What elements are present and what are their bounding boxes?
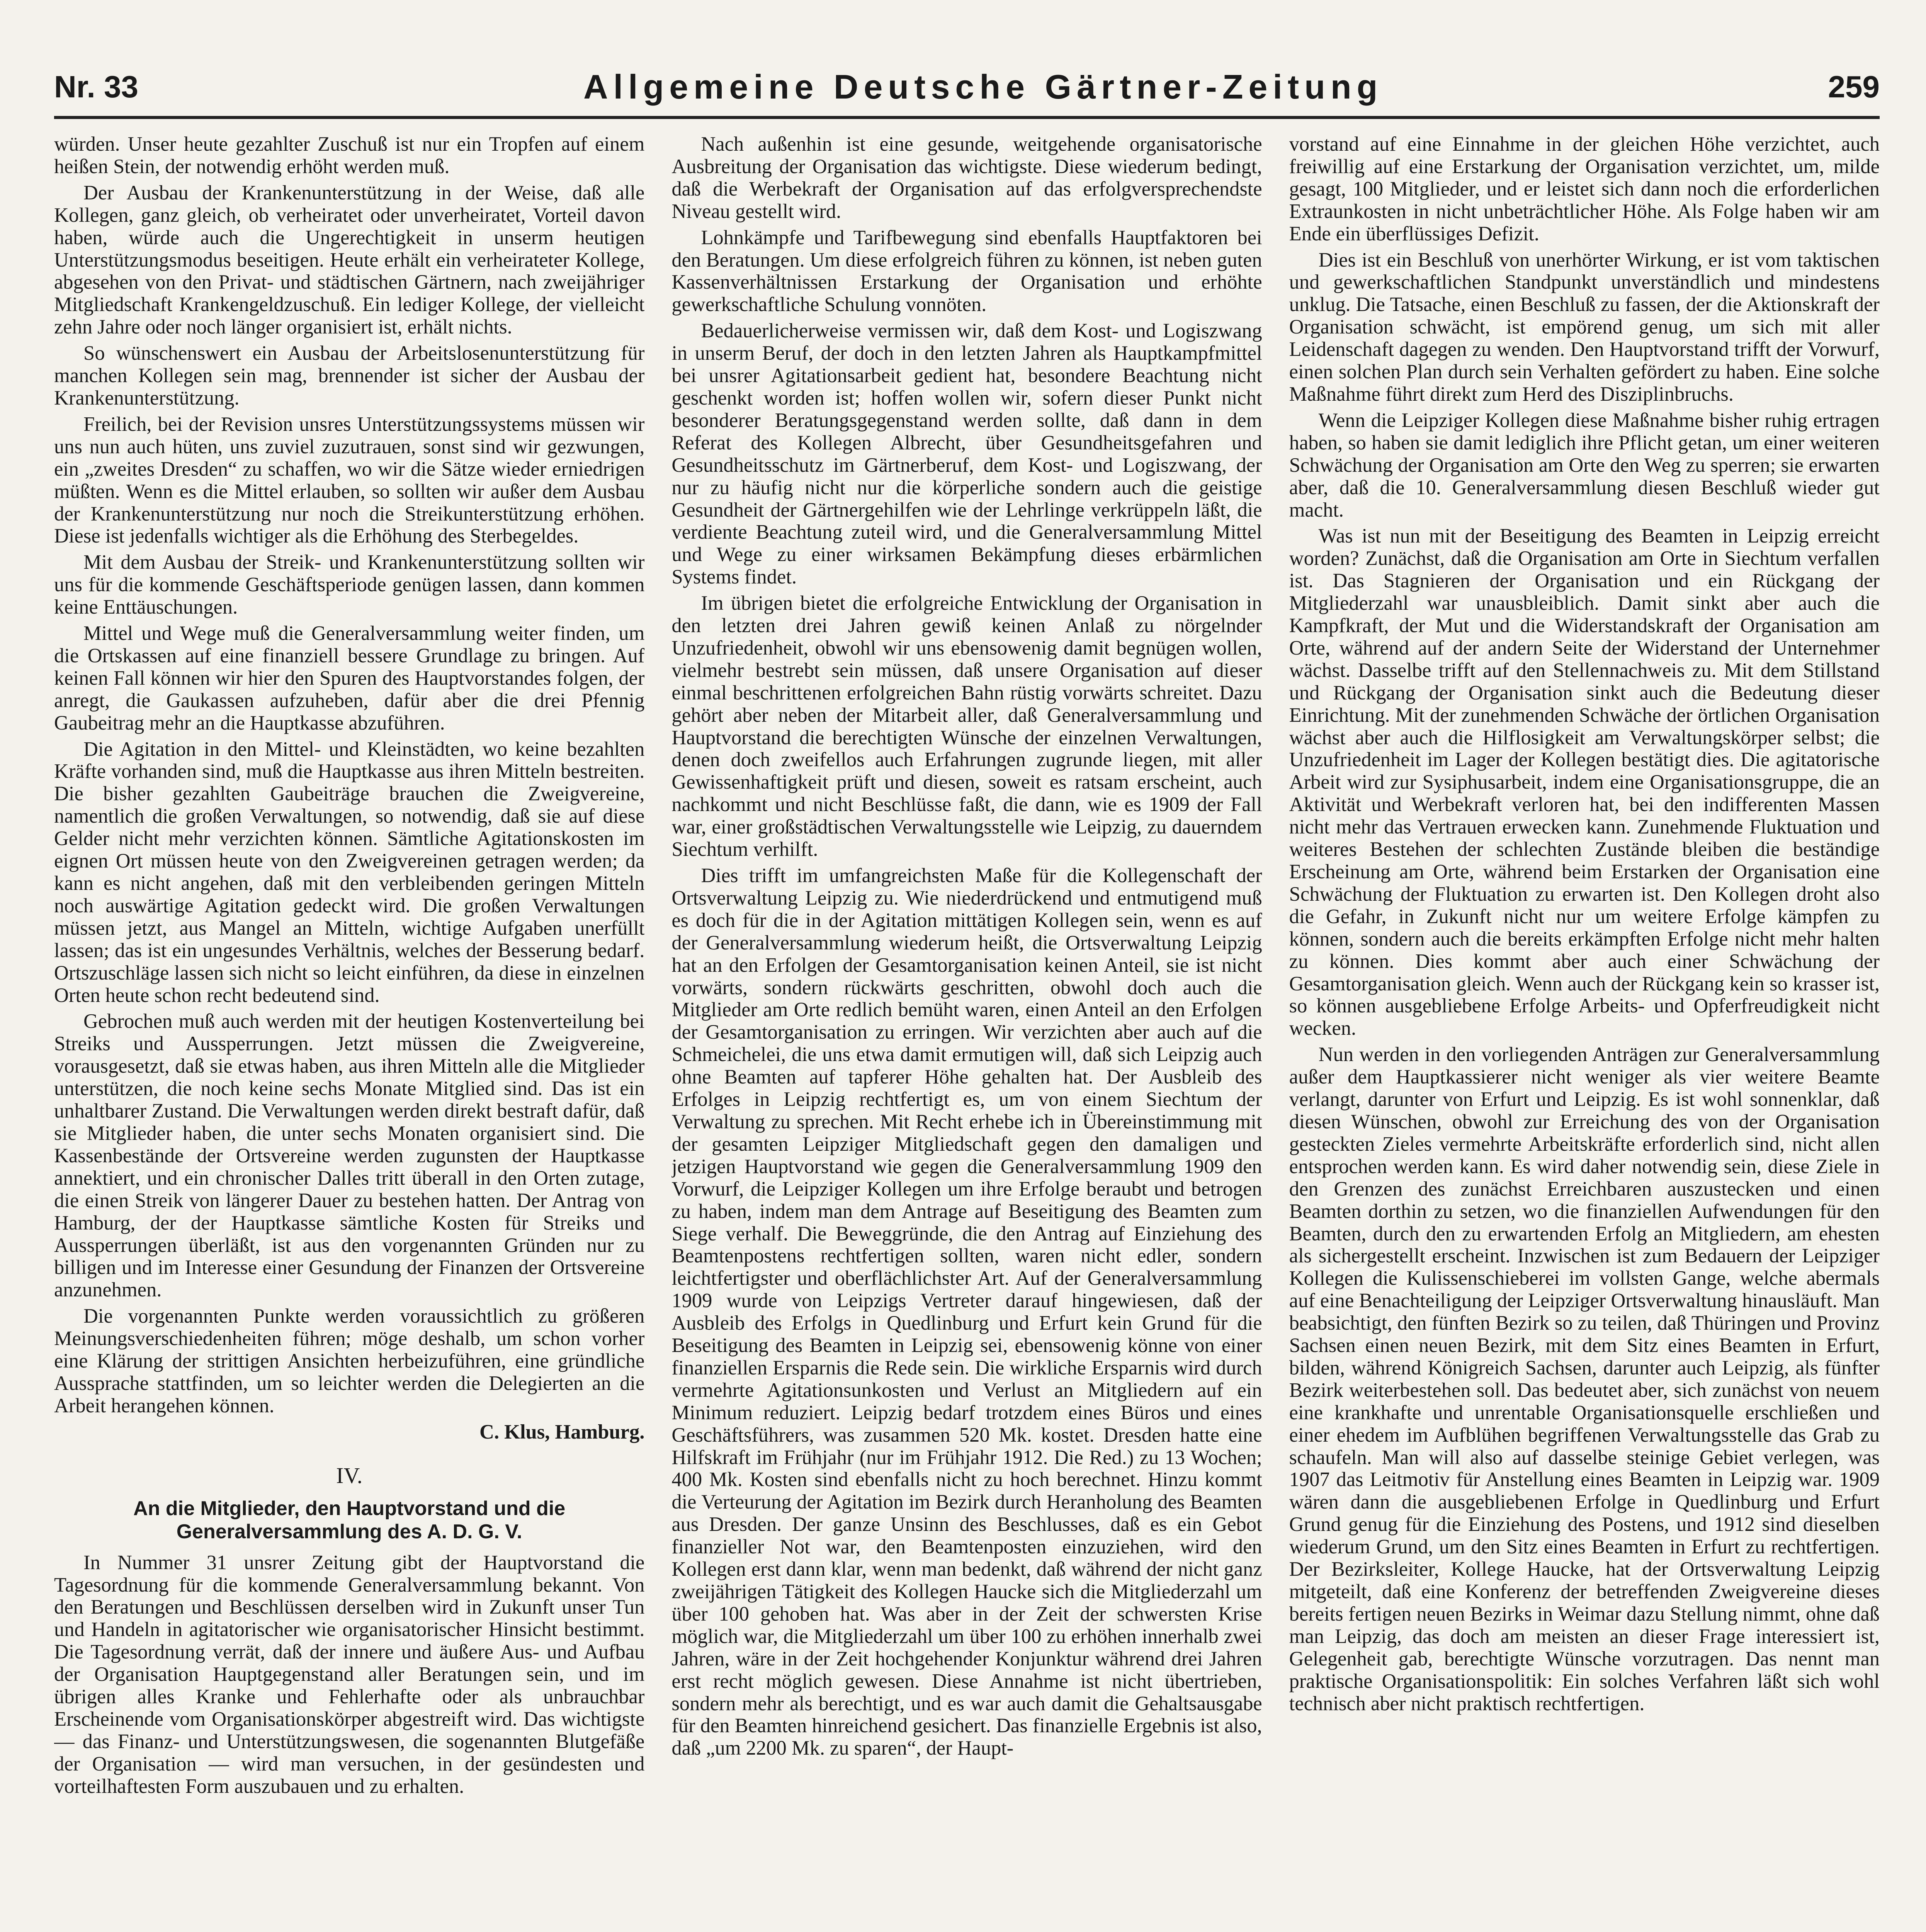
paragraph: Dies ist ein Beschluß von unerhörter Wirkung, er ist vom taktischen und gewerkschaftlichen Standpunkt unverständlich und mindestens unklug. Die Tatsache, einen Beschluß zu fassen, der die Aktionskraft der Organisation schwächt, ist empörend genug, um sich mit aller Leidenschaft dagegen zu wenden. Den Hauptvorstand trifft der Vorwurf, einen solchen Plan durch sein Verhalten gefördert zu haben. Eine solche Maßnahme führt direkt zum Herd des Disziplinbruchs. xyxy=(1289,248,1880,405)
paragraph: Die vorgenannten Punkte werden voraussichtlich zu größeren Meinungsverschiedenheiten führen; möge deshalb, um schon vorher eine Klärung der strittigen Ansichten herbeizuführen, eine gründliche Aussprache stattfinden, um so leichter werden die Delegierten an die Arbeit herangehen können. xyxy=(54,1305,645,1417)
section-heading: An die Mitglieder, den Hauptvorstand und die Generalversammlung des A. D. G. V. xyxy=(133,1497,566,1543)
paragraph: Gebrochen muß auch werden mit der heutigen Kostenverteilung bei Streiks und Aussperrungen. Jetzt müssen die Zweigvereine, vorausgesetzt, daß sie etwas haben, aus ihren Mitteln alle die Mitglieder unterstützen, die noch keine sechs Monate Mitglied sind. Das ist ein unhaltbarer Zustand. Die Verwaltungen werden direkt bestraft dafür, daß sie Mitglieder haben, die unter sechs Monaten organisiert sind. Die Kassenbestände der Ortsvereine werden zugunsten der Hauptkasse annektiert, und ein chronischer Dalles tritt überall in den Orten zutage, die einen Streik von längerer Dauer zu bestehen hatten. Der Antrag von Hamburg, der der Hauptkasse sämtliche Kosten für Streiks und Aussperrungen überläßt, ist aus den vorgenannten Gründen nur zu billigen und im Interesse einer Gesundung der Finanzen der Ortsvereine anzunehmen. xyxy=(54,1010,645,1301)
paragraph: Nun werden in den vorliegenden Anträgen zur Generalversammlung außer dem Hauptkassierer nicht weniger als vier weitere Beamte verlangt, darunter von Erfurt und Leipzig. Es ist wohl sonnenklar, daß diesen Wünschen, obwohl zur Erreichung des von der Organisation gesteckten Zieles vermehrte Arbeitskräfte erforderlich sind, nicht allen entsprochen werden kann. Es wird daher notwendig sein, diese Ziele in den Grenzen des zunächst Erreichbaren auszustecken und einen Beamten dorthin zu setzen, wo die finanziellen Aufwendungen für den Beamten, durch den zu erwartenden Erfolg an Mitgliedern, am ehesten als sichergestellt erscheint. Inzwischen ist zum Bedauern der Leipziger Kollegen die Kulissenschieberei im vollsten Gange, welche abermals auf eine Benachteiligung der Leipziger Ortsverwaltung hinausläuft. Man beabsichtigt, den fünften Bezirk so zu teilen, daß Thüringen und Provinz Sachsen einen neuen Bezirk, mit dem Sitz eines Beamten in Erfurt, bilden, während Königreich Sachsen, darunter auch Leipzig, als fünfter Bezirk weiterbestehen soll. Das bedeutet aber, sich zunächst von neuem eine krankhafte und unrentable Organisationsquelle erschließen und einer ehedem im Aufblühen begriffenen Verwaltungsstelle das Grab zu schaufeln. Man will also auf dasselbe steinige Gebiet verlegen, was 1907 das Leitmotiv für Anstellung eines Beamten in Leipzig war. 1909 wären dann die ausgebliebenen Erfolge in Quedlinburg und Erfurt Grund genug für die Einziehung des Postens, und 1912 sind dieselben wiederum Grund, um den Sitz eines Beamten in Erfurt zu rechtfertigen. Der Bezirksleiter, Kollege Haucke, hat der Ortsverwaltung Leipzig mitgeteilt, daß eine Konferenz der betreffenden Zweigvereine dieses bereits fertigen neuen Bezirks in Weimar dazu Stellung nimmt, ohne daß man Leipzig, das doch am meisten an dieser Frage interessiert ist, Gelegenheit gab, berechtigte Wünsche vorzutragen. Das nennt man praktische Organisationspolitik: Ein solches Verfahren läßt sich wohl technisch aber nicht praktisch rechtfertigen. xyxy=(1289,1043,1880,1715)
paragraph: Was ist nun mit der Beseitigung des Beamten in Leipzig erreicht worden? Zunächst, daß die Organisation am Orte in Siechtum verfallen ist. Das Stagnieren der Organisation und ein Rückgang der Mitgliederzahl war unausbleiblich. Damit sinkt aber auch die Kampfkraft, der Mut und die Widerstandskraft der Organisation am Orte, während auf der andern Seite der Widerstand der Unternehmer wächst. Dasselbe trifft auf den Stellennachweis zu. Mit dem Stillstand und Rückgang der Organisation sinkt auch die Bedeutung dieser Einrichtung. Mit der zunehmenden Schwäche der örtlichen Organisation wächst aber auch die Hilflosigkeit am Verwaltungskörper selbst; die Unzufriedenheit im Lager der Kollegen bestätigt dies. Die agitatorische Arbeit wird zur Sysiphusarbeit, indem eine Organisationsgruppe, die an Aktivität und Werbekraft verloren hat, bei den indifferenten Massen nicht mehr das Vertrauen erwecken kann. Zunehmende Fluktuation und weiteres Bestehen der schlechten Zustände bleiben die beständige Erscheinung am Orte, während beim Erstarken der Organisation eine Schwächung der Fluktuation zu erwarten ist. Den Kollegen droht also die Gefahr, in Zukunft nicht nur um weitere Erfolge kämpfen zu können, sondern auch die bereits erkämpften Erfolge nicht mehr halten zu können. Dies kommt aber auch einer Schwächung der Gesamtorganisation gleich. Wenn auch der Rückgang kein so krasser ist, so können ausgebliebene Erfolge Arbeits- und Opferfreudigkeit nicht wecken. xyxy=(1289,525,1880,1040)
author-signature: C. Klus, Hamburg. xyxy=(479,1420,645,1443)
column-2 xyxy=(671,133,1262,1932)
page-header xyxy=(54,58,1880,119)
paragraph: In Nummer 31 unsrer Zeitung gibt der Hauptvorstand die Tagesordnung für die kommende Generalversammlung bekannt. Von den Beratungen und Beschlüssen derselben wird in Zukunft unser Tun und Handeln in agitatorischer wie organisatorischer Hinsicht bestimmt. Die Tagesordnung verrät, daß der innere und äußere Aus- und Aufbau der Organisation Hauptgegenstand aller Beratungen sein, und im übrigen alles Kranke und Fehlerhafte oder als unbrauchbar Erscheinende vom Organisationskörper abgestreift wird. Das wichtigste — das Finanz- und Unterstützungswesen, die sogenannten Blutgefäße der Organisation — wird man versuchen, in der gesündesten und vorteilhaftesten Form auszubauen und zu erhalten. xyxy=(54,1551,645,1798)
section-number: IV. xyxy=(336,1463,363,1488)
page-number: 259 xyxy=(1828,70,1880,104)
paragraph: vorstand auf eine Einnahme in der gleichen Höhe verzichtet, auch freiwillig auf eine Erstarkung der Organisation verzichtet, um, milde gesagt, 100 Mitglieder, und er leistet sich dann noch die erforderlichen Extraunkosten in nicht unbeträchtlicher Höhe. Als Folge haben wir am Ende ein überflüssiges Defizit. xyxy=(1289,133,1880,245)
paragraph: Mittel und Wege muß die Generalversammlung weiter finden, um die Ortskassen auf eine finanziell bessere Grundlage zu bringen. Auf keinen Fall können wir hier den Spuren des Hauptvorstandes folgen, der anregt, die Gaukassen aufzuheben, dafür aber die drei Pfennig Gaubeitrag mehr an die Hauptkasse abzuführen. xyxy=(54,622,645,734)
paragraph: Bedauerlicherweise vermissen wir, daß dem Kost- und Logiszwang in unserm Beruf, der doch in den letzten Jahren als Hauptkampfmittel bei unsrer Agitationsarbeit gedient hat, besondere Beachtung nicht geschenkt worden ist; hoffen wollen wir, sofern dieser Punkt nicht besonderer Beratungsgegenstand werden sollte, daß dann in dem Referat des Kollegen Albrecht, über Gesundheitsgefahren und Gesundheitsschutz im Gärtnerberuf, dem Kost- und Logiszwang, der nur zu häufig nicht nur die körperliche sondern auch die geistige Gesundheit der Gärtnergehilfen wie der Lehrlinge verkrüppeln läßt, die verdiente Beachtung zuteil wird, und die Generalversammlung Mittel und Wege zu einer wirksamen Bekämpfung dieses erbärmlichen Systems findet. xyxy=(671,320,1262,588)
paragraph: Lohnkämpfe und Tarifbewegung sind ebenfalls Hauptfaktoren bei den Beratungen. Um diese erfolgreich führen zu können, ist neben guten Kassenverhältnissen Erstarkung der Organisation und erhöhte gewerkschaftliche Schulung vonnöten. xyxy=(671,226,1262,316)
paragraph: So wünschenswert ein Ausbau der Arbeitslosenunterstützung für manchen Kollegen sein mag, brennender ist sicher der Ausbau der Krankenunterstützung. xyxy=(54,342,645,409)
paragraph: Dies trifft im umfangreichsten Maße für die Kollegenschaft der Ortsverwaltung Leipzig zu. Wie niederdrückend und entmutigend muß es doch für die in der Agitation mittätigen Kollegen sein, wenn es auf der Generalversammlung wiederum heißt, die Ortsverwaltung Leipzig hat an den Erfolgen der Gesamtorganisation keinen Anteil, sie ist nicht vorwärts, sondern rückwärts geschritten, obwohl doch auch die Mitglieder am Orte redlich bemüht waren, einen Anteil an den Erfolgen der Gesamtorganisation zu erringen. Wir verzichten aber auch auf die Schmeichelei, die uns etwa damit ermutigen will, daß sich Leipzig auch ohne Beamten auf tapferer Höhe gehalten hat. Der Ausbleib des Erfolges in Leipzig rechtfertigt es, um von einem Siechtum der Verwaltung zu sprechen. Mit Recht erhebe ich in Übereinstimmung mit der gesamten Leipziger Mitgliedschaft gegen den damaligen und jetzigen Hauptvorstand wie gegen die Generalversammlung 1909 den Vorwurf, die Leipziger Kollegen um ihre Erfolge beraubt und betrogen zu haben, indem man dem Antrage auf Beseitigung des Beamten zum Siege verhalf. Die Beweggründe, die den Antrag auf Einziehung des Beamtenpostens rechtfertigen sollten, waren nicht edler, sondern leichtfertigster und oberflächlichster Art. Auf der Generalversammlung 1909 wurde von Leipzigs Vertreter darauf hingewiesen, daß der Ausbleib des Erfolgs in Quedlinburg und Erfurt kein Grund für die Beseitigung des Beamten in Leipzig sei, ebensowenig könne von einer finanziellen Ersparnis die Rede sein. Die wirkliche Ersparnis wird durch vermehrte Agitationsunkosten und Verlust an Mitgliedern auf ein Minimum reduziert. Leipzig bedarf trotzdem eines Büros und eines Geschäftsführers, was zusammen 520 Mk. kostet. Dresden hatte eine Hilfskraft im Frühjahr (nur im Frühjahr 1912. Die Red.) zu 13 Wochen; 400 Mk. Kosten sind ebenfalls nicht zu hoch berechnet. Hinzu kommt die Verteurung der Agitation im Bezirk durch Heranholung des Beamten aus Dresden. Der ganze Unsinn des Beschlusses, daß es ein Gebot finanzieller Not war, den Beamtenposten einzuziehen, wird den Kollegen erst dann klar, wenn man bedenkt, daß während der nicht ganz zweijährigen Tätigkeit des Kollegen Haucke sich die Mitgliederzahl um über 100 gehoben hat. Was aber in der Zeit der schwersten Krise möglich war, die Mitgliederzahl um über 100 zu erhöhen innerhalb zwei Jahren, wäre in der Zeit hochgehender Konjunktur während drei Jahren erst recht möglich gewesen. Diese Annahme ist nicht übertrieben, sondern mehr als berechtigt, und es war auch damit die Gehaltsausgabe für den Beamten hinreichend gesichert. Das finanzielle Ergebnis ist also, daß „um 2200 Mk. zu sparen“, der Haupt- xyxy=(671,864,1262,1760)
column-3 xyxy=(1289,133,1880,1932)
text-columns xyxy=(54,133,1880,1932)
paragraph: Die Agitation in den Mittel- und Kleinstädten, wo keine bezahlten Kräfte vorhanden sind, muß die Hauptkasse aus ihren Mitteln bestreiten. Die bisher gezahlten Gaubeiträge brauchen die Zweigvereine, namentlich die großen Verwaltungen, so notwendig, daß sie auf diese Gelder nicht mehr verzichten können. Sämtliche Agitationskosten im eignen Ort müssen heute von den Zweigvereinen getragen werden; da kann es nicht angehen, daß mit den verbleibenden geringen Mitteln noch auswärtige Agitation gedeckt wird. Die großen Verwaltungen müssen jetzt, aus Mangel an Mitteln, wichtige Aufgaben unerfüllt lassen; das ist ein ungesundes Verhältnis, welches der Besserung bedarf. Ortszuschläge lassen sich nicht so leicht einführen, da diese in einzelnen Orten heute schon recht bedeutend sind. xyxy=(54,738,645,1007)
column-1 xyxy=(54,133,644,1932)
paragraph: Der Ausbau der Krankenunterstützung in der Weise, daß alle Kollegen, ganz gleich, ob verheiratet oder unverheiratet, Vorteil davon haben, würde auch die Ungerechtigkeit in unserm heutigen Unterstützungsmodus beseitigen. Heute erhält ein verheirateter Kollege, abgesehen von den Privat- und städtischen Gärtnern, nach zweijähriger Mitgliedschaft Krankengeldzuschuß. Ein lediger Kollege, der vielleicht zehn Jahre oder noch länger organisiert ist, erhält nichts. xyxy=(54,181,645,338)
paragraph: Freilich, bei der Revision unsres Unterstützungssystems müssen wir uns nun auch hüten, uns zuviel zuzutrauen, sonst sind wir gezwungen, ein „zweites Dresden“ zu schaffen, wo wir die Sätze wieder erniedrigen müßten. Wenn es die Mittel erlauben, so sollten wir außer dem Ausbau der Krankenunterstützung nur noch die Streikunterstützung erhöhen. Diese ist jedenfalls wichtiger als die Erhöhung des Sterbegeldes. xyxy=(54,413,645,548)
paragraph: Nach außenhin ist eine gesunde, weitgehende organisatorische Ausbreitung der Organisation das wichtigste. Diese wiederum bedingt, daß die Werbekraft der Organisation auf das erfolgversprechendste Niveau gestellt wird. xyxy=(671,133,1262,223)
paragraph: Im übrigen bietet die erfolgreiche Entwicklung der Organisation in den letzten drei Jahren gewiß keinen Anlaß zu nörgelnder Unzufriedenheit, obwohl wir uns ebensowenig damit begnügen wollen, vielmehr bestrebt sein müssen, daß unsere Organisation auf dieser einmal beschrittenen erfolgreichen Bahn rüstig vorwärts schreitet. Dazu gehört aber neben der Mitarbeit aller, daß Generalversammlung und Hauptvorstand die berechtigten Wünsche der einzelnen Verwaltungen, denen doch zweifellos auch Erfahrungen zugrunde liegen, mit aller Gewissenhaftigkeit prüft und diesen, soweit es ratsam erscheint, auch nachkommt und nicht Beschlüsse faßt, die dann, wie es 1909 der Fall war, einer großstädtischen Verwaltungsstelle wie Leipzig, zu dauerndem Siechtum verhilft. xyxy=(671,592,1262,861)
issue-number: Nr. 33 xyxy=(54,70,138,104)
paragraph: Mit dem Ausbau der Streik- und Krankenunterstützung sollten wir uns für die kommende Geschäftsperiode genügen lassen, dann kommen keine Enttäuschungen. xyxy=(54,551,645,619)
paragraph: Wenn die Leipziger Kollegen diese Maßnahme bisher ruhig ertragen haben, so haben sie damit lediglich ihre Pflicht getan, um einer weiteren Schwächung der Organisation am Orte den Weg zu sperren; sie erwarten aber, daß die 10. Generalversammlung diesen Beschluß wieder gut macht. xyxy=(1289,409,1880,521)
newspaper-title: Allgemeine Deutsche Gärtner-Zeitung xyxy=(583,68,1383,106)
paragraph: würden. Unser heute gezahlter Zuschuß ist nur ein Tropfen auf einem heißen Stein, der notwendig erhöht werden muß. xyxy=(54,133,645,178)
